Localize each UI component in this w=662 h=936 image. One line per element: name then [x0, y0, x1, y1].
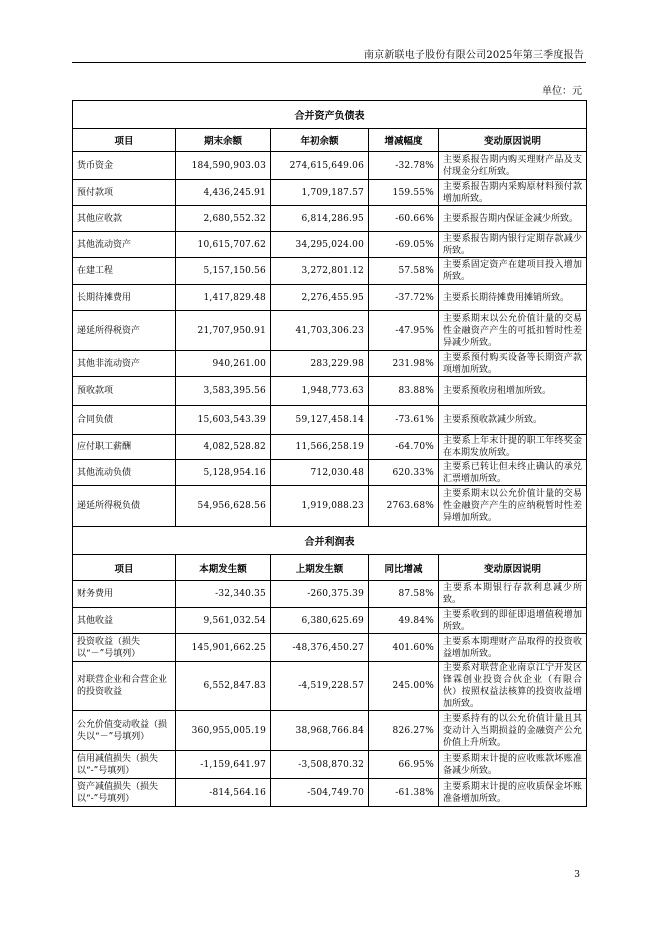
col-prior-period: 上期发生额 [271, 555, 369, 581]
reason-cell: 主要系报告期内购买理财产品及支付现金分红所致。 [439, 152, 587, 180]
amount-cell: 145,901,662.25 [176, 634, 271, 662]
amount-cell: 283,229.98 [271, 351, 369, 377]
item-cell: 信用减值损失（损失以“-”号填列） [73, 751, 176, 779]
col-reason: 变动原因说明 [439, 555, 587, 581]
financial-table [72, 100, 587, 807]
reason-cell: 主要系期末以公允价值计量的交易性金融资产产生的应纳税暂时性差异增加所致。 [439, 486, 587, 527]
item-cell: 其他应收款 [73, 206, 176, 232]
col-reason: 变动原因说明 [439, 129, 587, 152]
item-cell: 其他非流动资产 [73, 351, 176, 377]
amount-cell: 5,128,954.16 [176, 460, 271, 486]
amount-cell: -260,375.39 [271, 581, 369, 608]
item-cell: 合同负债 [73, 406, 176, 435]
item-cell: 预付款项 [73, 180, 176, 206]
reason-cell: 主要系本期理财产品取得的投资收益增加所致。 [439, 634, 587, 662]
item-cell: 资产减值损失（损失以“-”号填列） [73, 779, 176, 807]
reason-cell: 主要系固定资产在建项目投入增加所致。 [439, 258, 587, 285]
reason-cell: 主要系预收房租增加所致。 [439, 377, 587, 406]
amount-cell: 274,615,649.06 [271, 152, 369, 180]
amount-cell: 2,276,455.95 [271, 285, 369, 311]
change-cell: -64.70% [369, 435, 439, 460]
change-cell: 231.98% [369, 351, 439, 377]
item-cell: 财务费用 [73, 581, 176, 608]
amount-cell: 5,157,150.56 [176, 258, 271, 285]
reason-cell: 主要系预收款减少所致。 [439, 406, 587, 435]
amount-cell: 1,948,773.63 [271, 377, 369, 406]
balance-sheet-title-row [73, 101, 587, 129]
change-cell: -61.38% [369, 779, 439, 807]
change-cell: 159.55% [369, 180, 439, 206]
amount-cell: 1,417,829.48 [176, 285, 271, 311]
change-cell: -37.72% [369, 285, 439, 311]
change-cell: 401.60% [369, 634, 439, 662]
item-cell: 递延所得税资产 [73, 311, 176, 351]
report-header: 南京新联电子股份有限公司2025年第三季度报告 [363, 50, 584, 61]
reason-cell: 主要系期末计提的应收账款坏账准备减少所致。 [439, 751, 587, 779]
header-rule [72, 62, 586, 63]
table-row [73, 608, 587, 634]
table-row [73, 751, 587, 779]
amount-cell: -32,340.35 [176, 581, 271, 608]
amount-cell: 54,956,628.56 [176, 486, 271, 527]
table-row [73, 581, 587, 608]
change-cell: 49.84% [369, 608, 439, 634]
item-cell: 投资收益（损失以“－”号填列） [73, 634, 176, 662]
amount-cell: -3,508,870.32 [271, 751, 369, 779]
item-cell: 货币资金 [73, 152, 176, 180]
change-cell: -32.78% [369, 152, 439, 180]
item-cell: 其他流动资产 [73, 232, 176, 258]
col-item: 项目 [73, 129, 176, 152]
col-yoy-change: 同比增减 [369, 555, 439, 581]
change-cell: -73.61% [369, 406, 439, 435]
amount-cell: 360,955,005.19 [176, 711, 271, 751]
amount-cell: -4,519,228.57 [271, 662, 369, 711]
amount-cell: 9,561,032.54 [176, 608, 271, 634]
col-item: 项目 [73, 555, 176, 581]
amount-cell: 1,709,187.57 [271, 180, 369, 206]
table-row [73, 662, 587, 711]
change-cell: 83.88% [369, 377, 439, 406]
amount-cell: -814,564.16 [176, 779, 271, 807]
change-cell: -47.95% [369, 311, 439, 351]
col-begin-balance: 年初余额 [271, 129, 369, 152]
amount-cell: 4,436,245.91 [176, 180, 271, 206]
income-statement-title-row [73, 527, 587, 555]
amount-cell: 38,968,766.84 [271, 711, 369, 751]
amount-cell: 184,590,903.03 [176, 152, 271, 180]
reason-cell: 主要系本期银行存款利息减少所致。 [439, 581, 587, 608]
change-cell: 87.58% [369, 581, 439, 608]
col-current-period: 本期发生额 [176, 555, 271, 581]
reason-cell: 主要系报告期内保证金减少所致。 [439, 206, 587, 232]
change-cell: 57.58% [369, 258, 439, 285]
amount-cell: 11,566,258.19 [271, 435, 369, 460]
reason-cell: 主要系报告期内银行定期存款减少所致。 [439, 232, 587, 258]
reason-cell: 主要系收到的即征即退增值税增加所致。 [439, 608, 587, 634]
item-cell: 预收款项 [73, 377, 176, 406]
change-cell: -69.05% [369, 232, 439, 258]
amount-cell: -1,159,641.97 [176, 751, 271, 779]
income-statement-header-row [73, 555, 587, 581]
table-row [73, 711, 587, 751]
item-cell: 其他流动负债 [73, 460, 176, 486]
table-row [73, 377, 587, 406]
table-row [73, 779, 587, 807]
col-change-rate: 增减幅度 [369, 129, 439, 152]
table-row [73, 486, 587, 527]
reason-cell: 主要系已转让但未终止确认的承兑汇票增加所致。 [439, 460, 587, 486]
item-cell: 递延所得税负债 [73, 486, 176, 527]
amount-cell: 3,272,801.12 [271, 258, 369, 285]
item-cell: 在建工程 [73, 258, 176, 285]
reason-cell: 主要系报告期内采购原材料预付款增加所致。 [439, 180, 587, 206]
currency-unit: 单位：元 [542, 86, 582, 97]
reason-cell: 主要系期末计提的应收质保金坏账准备增加所致。 [439, 779, 587, 807]
change-cell: 826.27% [369, 711, 439, 751]
reason-cell: 主要系对联营企业南京江宁开发区锋霖创业投资合伙企业（有限合伙）按照权益法核算的投资收益增加所致。 [439, 662, 587, 711]
table-row [73, 152, 587, 180]
table-row [73, 406, 587, 435]
amount-cell: 3,583,395.56 [176, 377, 271, 406]
item-cell: 应付职工薪酬 [73, 435, 176, 460]
change-cell: 66.95% [369, 751, 439, 779]
amount-cell: 712,030.48 [271, 460, 369, 486]
change-cell: 2763.68% [369, 486, 439, 527]
change-cell: 245.00% [369, 662, 439, 711]
table-row [73, 311, 587, 351]
reason-cell: 主要系持有的以公允价值计量且其变动计入当期损益的金融资产公允价值上升所致。 [439, 711, 587, 751]
balance-sheet-header-row [73, 129, 587, 152]
table-row [73, 351, 587, 377]
amount-cell: 41,703,306.23 [271, 311, 369, 351]
amount-cell: 6,552,847.83 [176, 662, 271, 711]
change-cell: -60.66% [369, 206, 439, 232]
table-row [73, 206, 587, 232]
amount-cell: 34,295,024.00 [271, 232, 369, 258]
amount-cell: 6,814,286.95 [271, 206, 369, 232]
reason-cell: 主要系预付购买设备等长期资产款项增加所致。 [439, 351, 587, 377]
reason-cell: 主要系期末以公允价值计量的交易性金融资产产生的可抵扣暂时性差异减少所致。 [439, 311, 587, 351]
table-row [73, 634, 587, 662]
amount-cell: 10,615,707.62 [176, 232, 271, 258]
amount-cell: 1,919,088.23 [271, 486, 369, 527]
table-row [73, 460, 587, 486]
table-row [73, 435, 587, 460]
income-statement-title: 合并利润表 [73, 527, 587, 555]
table-row [73, 180, 587, 206]
amount-cell: -504,749.70 [271, 779, 369, 807]
item-cell: 长期待摊费用 [73, 285, 176, 311]
table-row [73, 232, 587, 258]
table-row [73, 285, 587, 311]
reason-cell: 主要系上年末计提的职工年终奖金在本期发放所致。 [439, 435, 587, 460]
amount-cell: 59,127,458.14 [271, 406, 369, 435]
reason-cell: 主要系长期待摊费用摊销所致。 [439, 285, 587, 311]
table-row [73, 258, 587, 285]
col-end-balance: 期末余额 [176, 129, 271, 152]
balance-sheet-title: 合并资产负债表 [73, 101, 587, 129]
amount-cell: 4,082,528.82 [176, 435, 271, 460]
page-number: 3 [574, 870, 580, 880]
amount-cell: -48,376,450.27 [271, 634, 369, 662]
amount-cell: 6,380,625.69 [271, 608, 369, 634]
item-cell: 其他收益 [73, 608, 176, 634]
amount-cell: 940,261.00 [176, 351, 271, 377]
item-cell: 公允价值变动收益（损失以“－”号填列） [73, 711, 176, 751]
amount-cell: 2,680,552.32 [176, 206, 271, 232]
change-cell: 620.33% [369, 460, 439, 486]
amount-cell: 15,603,543.39 [176, 406, 271, 435]
amount-cell: 21,707,950.91 [176, 311, 271, 351]
item-cell: 对联营企业和合营企业的投资收益 [73, 662, 176, 711]
